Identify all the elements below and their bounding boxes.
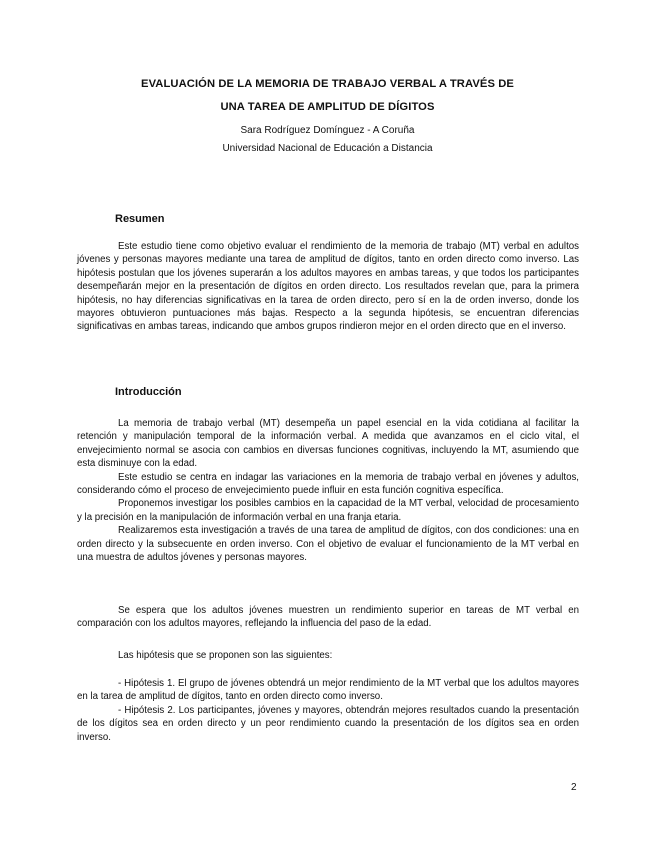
affiliation: Universidad Nacional de Educación a Distancia: [222, 143, 433, 154]
intro-section: [77, 417, 579, 564]
abstract-section: [77, 240, 579, 334]
intro-paragraph: Realizaremos esta investigación a través de una tarea de amplitud de dígitos, con dos condiciones: una en orden directo y la subsecuente en orden inverso. Con el objetivo de evaluar el funcionamiento de la MT verbal en una muestra de adultos jóvenes y personas mayores.: [77, 525, 579, 564]
page-number: 2: [571, 782, 577, 793]
title-line-2: UNA TAREA DE AMPLITUD DE DÍGITOS: [220, 101, 435, 113]
hypothesis-item: - Hipótesis 2. Los participantes, jóvenes y mayores, obtendrán mejores resultados cuando la presentación de los dígitos sea en orden directo y un peor rendimiento cuando la presentación de los dígitos sea en orden inverso.: [77, 704, 579, 743]
author: Sara Rodríguez Domínguez - A Coruña: [240, 125, 415, 136]
intro-paragraph: Proponemos investigar los posibles cambios en la capacidad de la MT verbal, velocidad de procesamiento y la precisión en la manipulación de información verbal en una franja etaria.: [77, 498, 579, 523]
intro-paragraph: La memoria de trabajo verbal (MT) desempeña un papel esencial en la vida cotidiana al facilitar la retención y manipulación temporal de la información verbal. A medida que avanzamos en el ciclo vital, el envejecimiento normal se asocia con cambios en diversas funciones cognitivas, incluyendo la MT, asumiendo que esta disminuye con la edad.: [77, 418, 579, 470]
title-line-1: EVALUACIÓN DE LA MEMORIA DE TRABAJO VERBAL A TRAVÉS DE: [141, 78, 514, 90]
expectation-paragraph: Se espera que los adultos jóvenes muestren un rendimiento superior en tareas de MT verbal en comparación con los adultos mayores, reflejando la influencia del paso de la edad.: [77, 605, 579, 630]
hypotheses-intro: Las hipótesis que se proponen son las siguientes:: [118, 650, 333, 661]
hypothesis-item: - Hipótesis 1. El grupo de jóvenes obtendrá un mejor rendimiento de la MT verbal que los adultos mayores en la tarea de amplitud de dígitos, tanto en orden directo como inverso.: [77, 678, 579, 703]
abstract-paragraph: Este estudio tiene como objetivo evaluar el rendimiento de la memoria de trabajo (MT) verbal en adultos jóvenes y personas mayores mediante una tarea de amplitud de dígitos, tanto en orden directo como inverso. Las hipótesis postulan que los jóvenes superarán a los adultos mayores en ambas tareas, y que todos los participantes desempeñarán mejor en la presentación de dígitos en orden directo. Los resultados revelan que, para la primera hipótesis, no hay diferencias significativas en la tarea de orden directo, pero sí en la de orden inverso, donde los mayores obtuvieron puntuaciones más bajas. Respecto a la segunda hipótesis, se encuentran diferencias significativas en ambas tareas, indicando que ambos grupos rindieron mejor en el orden directo que en el inverso.: [77, 241, 579, 333]
hypotheses-list: [77, 677, 579, 744]
intro-heading: Introducción: [115, 386, 182, 398]
intro-paragraph: Este estudio se centra en indagar las variaciones en la memoria de trabajo verbal en jóvenes y adultos, considerando cómo el proceso de envejecimiento puede influir en esta función cognitiva específica.: [77, 471, 579, 497]
abstract-heading: Resumen: [115, 213, 165, 225]
